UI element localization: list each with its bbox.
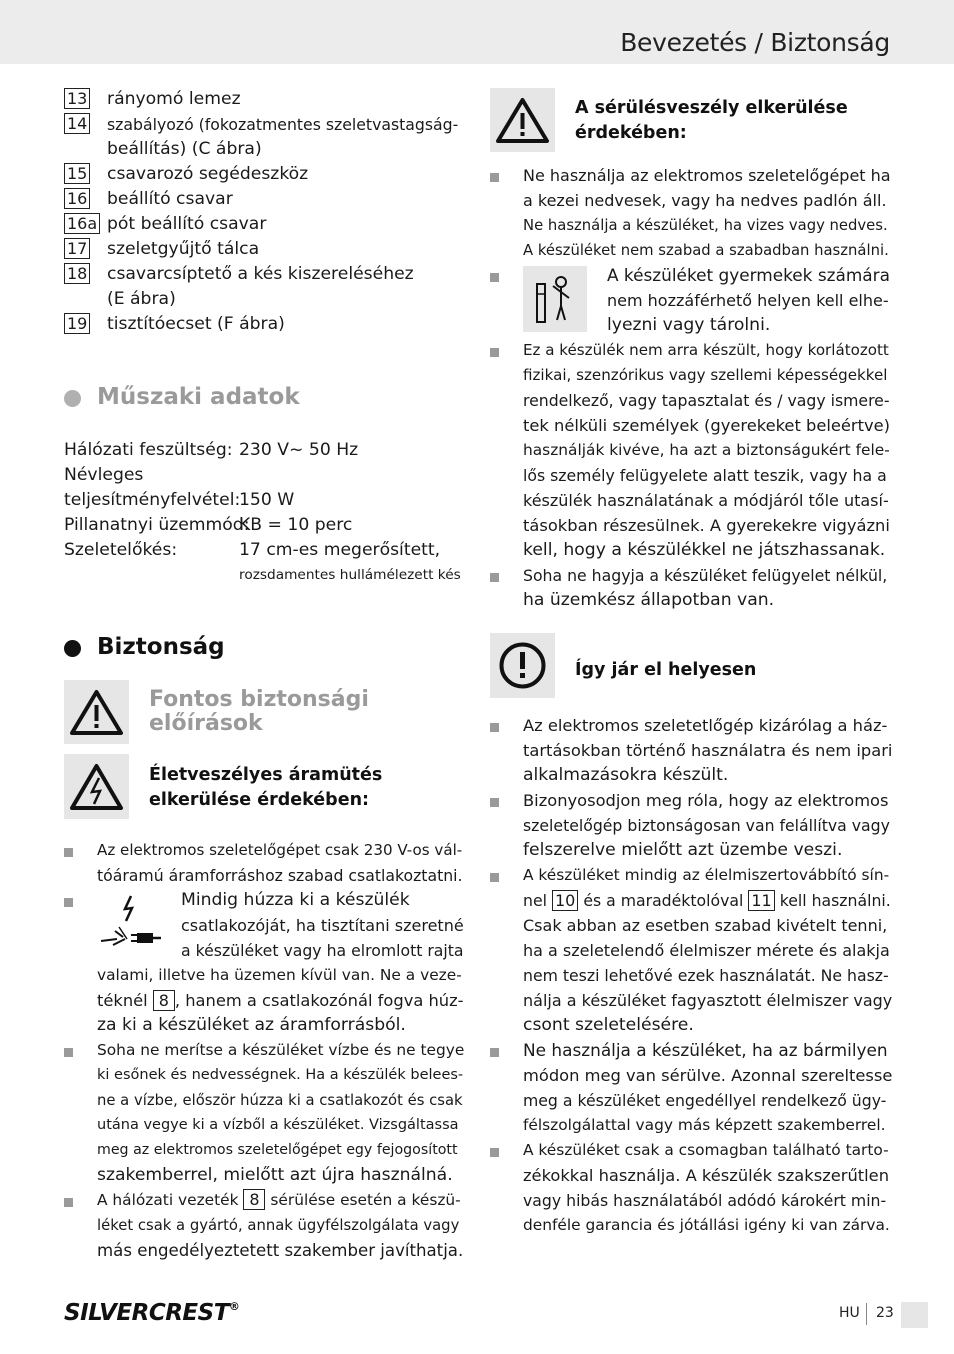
bullet-text	[523, 1013, 694, 1038]
part-description	[107, 112, 458, 137]
text: szeletelőgép biztonságosan van felállítva vagy	[523, 816, 890, 835]
text: félszolgálattal vagy más képzett szakemberrel.	[523, 1116, 886, 1134]
bullet-text	[523, 188, 887, 213]
shock-title: Életveszélyes áramütés	[149, 765, 383, 785]
correct-title: Így jár el helyesen	[575, 660, 757, 680]
tech-value	[239, 488, 294, 513]
sub-heading: Fontos biztonsági	[149, 687, 369, 712]
text: Ne használja a készüléket, ha az bármilyen	[523, 1040, 888, 1060]
warning-icon	[490, 88, 555, 152]
part-number	[64, 262, 90, 287]
square-bullet-icon	[490, 273, 499, 282]
reference-number: 8	[243, 1189, 265, 1210]
bullet-text	[181, 888, 410, 913]
text: tóáramú áramforráshoz szabad csatlakoztatni.	[97, 866, 463, 885]
bullet-dot-icon	[64, 390, 81, 407]
square-bullet-icon	[490, 1048, 499, 1057]
bullet-text	[97, 1063, 463, 1088]
text: Névleges	[64, 465, 144, 485]
bullet-text	[97, 963, 462, 988]
injury-title: A sérülésveszély elkerülése	[575, 98, 848, 118]
bullet-text	[97, 1113, 459, 1138]
tech-label	[64, 488, 240, 513]
bullet-text	[523, 563, 887, 588]
bullet-text	[97, 1238, 463, 1263]
tech-label	[64, 513, 250, 538]
sub-heading: előírások	[149, 711, 263, 736]
tech-heading: Műszaki adatok	[97, 384, 300, 410]
text: nem hozzáférhető helyen kell elhe-	[607, 291, 889, 310]
text: Soha ne merítse a készüléket vízbe és ne tegye	[97, 1041, 465, 1059]
text: tisztítóecset (F ábra)	[107, 314, 285, 334]
tech-value	[239, 438, 358, 463]
bullet-text	[523, 738, 892, 763]
text: A készüléket nem szabad a szabadban használni.	[523, 242, 889, 259]
text: csavarcsíptető a kés kiszereléséhez	[107, 264, 414, 284]
text: vagy hibás használatából adódó károkért min-	[523, 1191, 887, 1210]
bullet-text	[523, 413, 890, 438]
bullet-text	[523, 538, 885, 563]
bullet-text	[607, 288, 889, 313]
part-description	[107, 287, 176, 312]
bullet-dot-icon	[64, 640, 81, 657]
text: nel	[523, 891, 547, 910]
square-bullet-icon	[64, 1198, 73, 1207]
text: fizikai, szenzórikus vagy szellemi képességekkel	[523, 366, 888, 384]
text: alkalmazásokra készült.	[523, 765, 729, 785]
bullet-text	[97, 988, 464, 1013]
bullet-text	[523, 238, 889, 263]
text: és a maradéktolóval	[583, 891, 744, 910]
text: Szeletelőkés:	[64, 540, 178, 560]
bullet-text	[181, 938, 464, 963]
text: léket csak a gyártó, annak ügyfélszolgálata vagy	[97, 1217, 460, 1234]
tech-value	[239, 538, 440, 563]
reference-number: 8	[153, 990, 175, 1011]
part-description	[107, 162, 308, 187]
electric-warning-icon	[64, 754, 129, 819]
text: rendelkező, vagy tapasztalat és / vagy ismere-	[523, 391, 890, 410]
part-description	[107, 262, 414, 287]
part-description	[107, 312, 285, 337]
text: 150 W	[239, 490, 295, 510]
text: módon meg van sérülve. Azonnal szereltesse	[523, 1066, 893, 1085]
language-code: HU	[839, 1305, 860, 1321]
reference-number: 16a	[64, 213, 100, 234]
text: 230 V~ 50 Hz	[239, 440, 359, 460]
text: meg az elektromos szeletelőgépet egy fejogosított	[97, 1142, 458, 1158]
text: beállítás) (C ábra)	[107, 139, 262, 159]
text: Mindig húzza ki a készülék	[181, 890, 410, 910]
bullet-text	[607, 263, 890, 288]
text: Bizonyosodjon meg róla, hogy az elektromos	[523, 791, 889, 810]
text: A készüléket mindig az élelmiszertovábbító sín-	[523, 866, 890, 884]
bullet-text	[97, 838, 462, 863]
bullet-text	[523, 1188, 886, 1213]
bullet-text	[523, 363, 887, 388]
text: csont szeletelésére.	[523, 1015, 694, 1035]
page-number: 23	[876, 1305, 894, 1321]
shock-title: elkerülése érdekében:	[149, 790, 370, 810]
bullet-text	[523, 1063, 892, 1088]
text: A hálózati vezeték	[97, 1191, 239, 1209]
text: denféle garancia és jótállási igény ki van zárva.	[523, 1216, 890, 1234]
bullet-text	[97, 1138, 458, 1163]
brand-logo: SILVERCREST®	[64, 1300, 240, 1326]
reference-number: 10	[552, 890, 578, 911]
text: a készüléket vagy ha elromlott rajta	[181, 941, 464, 960]
bullet-text	[97, 1088, 463, 1113]
text: ne a vízbe, először húzza ki a csatlakozót és csak	[97, 1092, 463, 1109]
reference-number: 11	[748, 890, 774, 911]
part-number	[64, 212, 100, 237]
text: rozsdamentes hullámélezett kés	[239, 567, 461, 583]
text: tartásokban történő használatra és nem ipari	[523, 741, 893, 760]
square-bullet-icon	[64, 898, 73, 907]
square-bullet-icon	[490, 1148, 499, 1157]
bullet-text	[523, 1163, 889, 1188]
part-number	[64, 312, 90, 337]
reference-number: 15	[64, 163, 90, 184]
page-header	[0, 0, 954, 64]
bullet-text	[607, 313, 770, 338]
text: kell, hogy a készülékkel ne játszhassanak.	[523, 540, 886, 560]
safety-heading: Biztonság	[97, 634, 225, 660]
bullet-text	[523, 338, 889, 363]
bullet-text	[523, 463, 887, 488]
part-number	[64, 162, 90, 187]
square-bullet-icon	[490, 173, 499, 182]
text: rányomó lemez	[107, 89, 241, 109]
bullet-text	[523, 913, 887, 938]
footer-divider	[866, 1303, 867, 1325]
text: Az elektromos szeletetlőgép kizárólag a ház-	[523, 716, 888, 735]
text: nem teszi lehetővé ezek használatát. Ne hasz-	[523, 966, 889, 985]
text: utána vegye ki a vízből a készüléket. Vizsgáltassa	[97, 1117, 459, 1133]
text: tek nélküli személyek (gyerekeket beleértve)	[523, 416, 891, 435]
bullet-text	[523, 713, 887, 738]
injury-title: érdekében:	[575, 123, 687, 143]
text: , hanem a csatlakozónál fogva húz-	[174, 991, 464, 1010]
bullet-text	[523, 788, 889, 813]
text: használják kivéve, ha azt a biztonságukért fele-	[523, 441, 890, 459]
part-description	[107, 87, 241, 112]
bullet-text	[523, 888, 891, 913]
text: szabályozó (fokozatmentes szeletvastagság-	[107, 115, 459, 134]
text: téknél	[97, 991, 148, 1010]
text: Pillanatnyi üzemmód:	[64, 515, 250, 535]
part-description	[107, 212, 266, 237]
reference-number: 13	[64, 88, 90, 109]
footer-tab	[901, 1302, 928, 1328]
unplug-icon	[97, 893, 163, 957]
square-bullet-icon	[490, 723, 499, 732]
text: felszerelve mielőtt azt üzembe veszi.	[523, 840, 843, 860]
text: za ki a készüléket az áramforrásból.	[97, 1015, 406, 1035]
bullet-text	[97, 1213, 459, 1238]
warning-icon	[64, 680, 129, 744]
exclamation-icon	[490, 633, 555, 698]
bullet-text	[523, 1113, 886, 1138]
part-number	[64, 112, 90, 137]
text: a kezei nedvesek, vagy ha nedves padlón áll.	[523, 191, 887, 210]
text: zékokkal használja. A készülék szakszerűtlen	[523, 1166, 890, 1185]
text: 17 cm-es megerősített,	[239, 540, 441, 560]
part-description	[107, 137, 262, 162]
bullet-text	[523, 1088, 886, 1113]
bullet-text	[523, 988, 892, 1013]
bullet-text	[523, 763, 728, 788]
square-bullet-icon	[490, 573, 499, 582]
bullet-text	[523, 588, 774, 613]
bullet-text	[97, 1038, 464, 1063]
bullet-text	[523, 1213, 890, 1238]
bullet-text	[97, 863, 463, 888]
text: A készüléket csak a csomagban található tarto-	[523, 1141, 889, 1159]
reference-number: 14	[64, 113, 90, 134]
text: meg a készüléket engedéllyel rendelkező ügy-	[523, 1091, 887, 1110]
bullet-text	[523, 438, 890, 463]
reference-number: 19	[64, 313, 90, 334]
bullet-text	[523, 1038, 888, 1063]
bullet-text	[97, 1163, 453, 1188]
text: KB = 10 perc	[239, 515, 353, 535]
text: teljesítményfelvétel:	[64, 490, 241, 510]
tech-label	[64, 438, 233, 463]
text: készülék használatának a módjáról tőle utasí-	[523, 491, 889, 510]
text: ha a szeletelendő élelmiszer mérete és alakja	[523, 941, 890, 960]
text: Soha ne hagyja a készüléket felügyelet nélkül,	[523, 566, 888, 585]
part-description	[107, 187, 233, 212]
square-bullet-icon	[490, 873, 499, 882]
text: Hálózati feszültség:	[64, 440, 233, 460]
tech-label	[64, 538, 177, 563]
reference-number: 18	[64, 263, 90, 284]
text: kell használni.	[779, 891, 891, 910]
part-number	[64, 187, 90, 212]
text: Csak abban az esetben szabad kivételt tenni,	[523, 916, 888, 935]
text: pót beállító csavar	[107, 214, 267, 234]
child-safety-icon	[523, 266, 587, 332]
bullet-text	[523, 938, 890, 963]
text: ha üzemkész állapotban van.	[523, 590, 775, 610]
bullet-text	[523, 813, 890, 838]
text: (E ábra)	[107, 289, 176, 309]
bullet-text	[523, 1138, 889, 1163]
text: Ne használja az elektromos szeletelőgépet ha	[523, 166, 891, 185]
square-bullet-icon	[64, 1048, 73, 1057]
text: tásokban részesülnek. A gyerekekre vigyázni	[523, 516, 890, 535]
text: lyezni vagy tárolni.	[607, 315, 771, 335]
text: nálja a készüléket fagyasztott élelmiszer vagy	[523, 991, 893, 1010]
reference-number: 16	[64, 188, 90, 209]
bullet-text	[523, 488, 889, 513]
text: A készüléket gyermekek számára	[607, 265, 890, 285]
bullet-text	[97, 1188, 461, 1213]
text: szeletgyűjtő tálca	[107, 239, 260, 259]
square-bullet-icon	[490, 348, 499, 357]
text: beállító csavar	[107, 189, 233, 209]
text: Ne használja a készüléket, ha vizes vagy nedves.	[523, 217, 888, 234]
text: szakemberrel, mielőtt azt újra használná.	[97, 1165, 453, 1185]
bullet-text	[523, 863, 889, 888]
part-number	[64, 237, 90, 262]
text: más engedélyeztetett szakember javíthatja.	[97, 1241, 464, 1260]
text: Ez a készülék nem arra készült, hogy korlátozott	[523, 341, 889, 359]
bullet-text	[523, 213, 888, 238]
text: lős személy felügyelete alatt teszik, vagy ha a	[523, 466, 887, 485]
square-bullet-icon	[64, 848, 73, 857]
text: ki esőnek és nedvességnek. Ha a készülék belees-	[97, 1067, 464, 1083]
bullet-text	[523, 163, 891, 188]
square-bullet-icon	[490, 798, 499, 807]
tech-label	[64, 463, 143, 488]
bullet-text	[523, 838, 842, 863]
page-title: Bevezetés / Biztonság	[620, 28, 890, 57]
part-number	[64, 87, 90, 112]
bullet-text	[181, 913, 464, 938]
text: csatlakozóját, ha tisztítani szeretné	[181, 916, 464, 935]
tech-value	[239, 563, 461, 588]
text: sérülése esetén a készü-	[270, 1191, 461, 1209]
text: csavarozó segédeszköz	[107, 164, 309, 184]
text: Az elektromos szeletelőgépet csak 230 V-os vál-	[97, 841, 463, 859]
part-description	[107, 237, 259, 262]
bullet-text	[523, 513, 890, 538]
text: valami, illetve ha üzemen kívül van. Ne a veze-	[97, 966, 462, 984]
bullet-text	[523, 388, 889, 413]
tech-value	[239, 513, 352, 538]
bullet-text	[523, 963, 889, 988]
reference-number: 17	[64, 238, 90, 259]
bullet-text	[97, 1013, 406, 1038]
